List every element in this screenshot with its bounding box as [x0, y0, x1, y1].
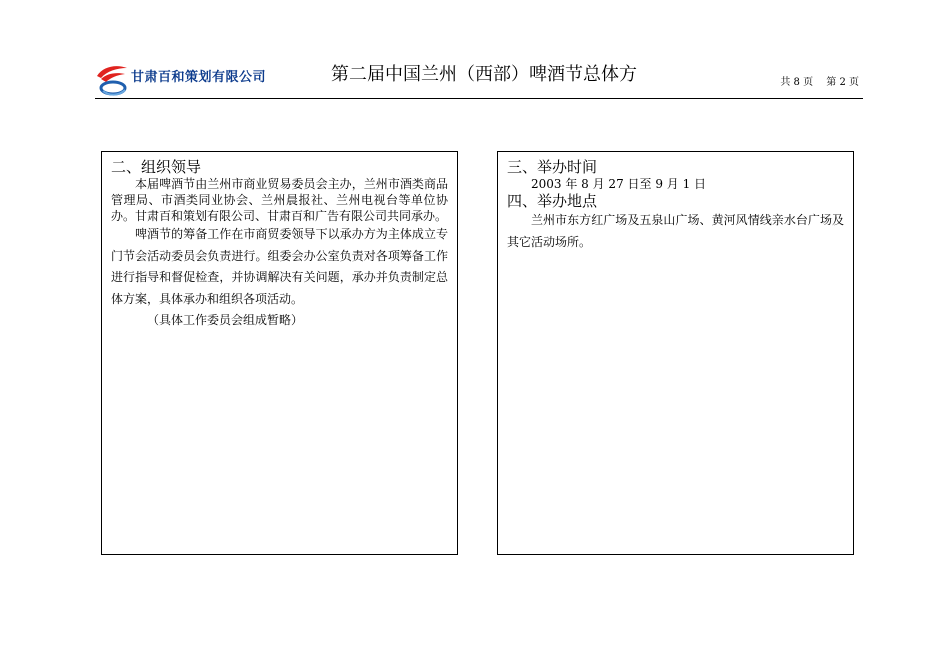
event-location: 兰州市东方红广场及五泉山广场、黄河风情线亲水台广场及其它活动场所。	[507, 213, 844, 249]
organizers-paragraph: 本届啤酒节由兰州市商业贸易委员会主办，兰州市酒类商品管理局、市酒类同业协会、兰州晨报社、兰州电视台等单位协办。甘肃百和策划有限公司、甘肃百和广告有限公司共同承办。	[111, 177, 448, 223]
organization-panel	[101, 151, 458, 555]
document-title: 第二届中国兰州（西部）啤酒节总体方	[331, 64, 637, 85]
section-title-location: 四、举办地点	[507, 192, 598, 210]
time-location-panel	[497, 151, 854, 555]
section-title-time: 三、举办时间	[507, 158, 598, 176]
committee-note: （具体工作委员会组成暂略）	[147, 313, 304, 327]
preparation-paragraph: 啤酒节的筹备工作在市商贸委领导下以承办方为主体成立专门节会活动委员会负责进行。组委会办公室负责对各项筹备工作进行指导和督促检查，并协调解决有关问题，承办并负责制定总体方案，具体承办和组织各项活动。	[111, 227, 448, 306]
page-number-info	[770, 73, 859, 88]
company-swoosh-logo-icon	[95, 62, 129, 98]
event-dates: 2003 年 8 月 27 日至 9 月 1 日	[531, 177, 707, 191]
page-header	[95, 58, 863, 99]
company-name: 甘肃百和策划有限公司	[131, 70, 267, 85]
total-pages: 共 8 页	[780, 77, 814, 88]
section-title-organization: 二、组织领导	[111, 158, 202, 176]
current-page: 第 2 页	[826, 77, 859, 88]
